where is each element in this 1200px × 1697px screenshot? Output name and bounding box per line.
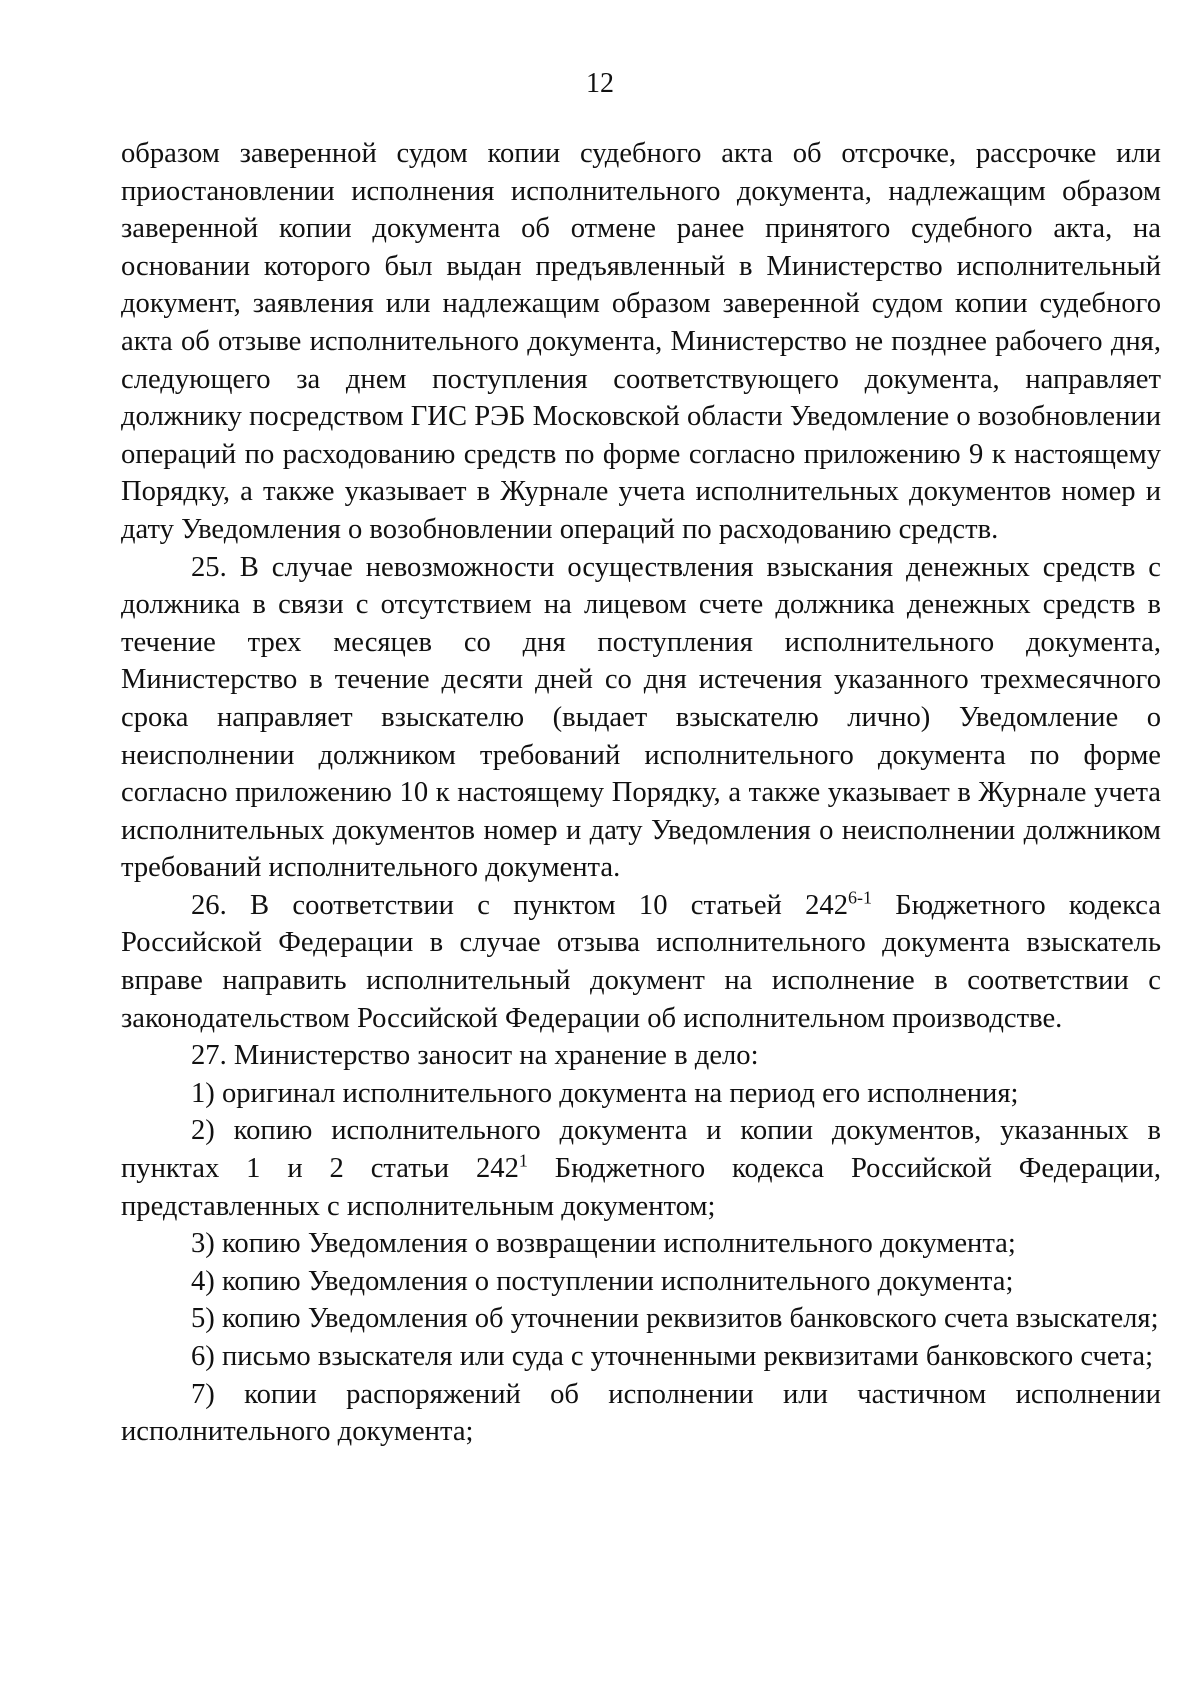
paragraph-26 bbox=[121, 887, 1161, 1037]
list-item-2-text-before: 2) копию исполнительного документа и копии документов, указанных в пунктах 1 и 2 статьи 242 bbox=[121, 1115, 1161, 1185]
list-item-2 bbox=[121, 1112, 1161, 1225]
paragraph-25: 25. В случае невозможности осуществления взыскания денежных средств с должника в связи с отсутствием на лицевом счете должника денежных средств в течение трех месяцев со дня поступления исполнительного документа, Министерство в течение десяти дней со дня истечения указанного трехмесячного срока направляет взыскателю (выдает взыскателю лично) Уведомление о неисполнении должником требований исполнительного документа по форме согласно приложению 10 к настоящему Порядку, а также указывает в Журнале учета исполнительных документов номер и дату Уведомления о неисполнении должником требований исполнительного документа. bbox=[121, 551, 1161, 884]
list-item-6: 6) письмо взыскателя или суда с уточненными реквизитами банковского счета; bbox=[191, 1341, 1154, 1372]
list-item-3: 3) копию Уведомления о возвращении исполнительного документа; bbox=[191, 1228, 1016, 1260]
list-item-7: 7) копии распоряжений об исполнении или частичном исполнении исполнительного документа; bbox=[121, 1378, 1161, 1448]
paragraph-26-superscript: 6-1 bbox=[848, 887, 872, 908]
list-item-2-text-after: Бюджетного кодекса Российской Федерации, представленных с исполнительным документом; bbox=[121, 1153, 1161, 1222]
list-item-5: 5) копию Уведомления об уточнении реквизитов банковского счета взыскателя; bbox=[191, 1303, 1159, 1335]
paragraph-26-text-after: Бюджетного кодекса Российской Федерации в случае отзыва исполнительного документа взыскатель вправе направить исполнительный документ на исполнение в соответствии с законодательством Российской Федерации об исполнительном производстве. bbox=[121, 889, 1161, 1034]
paragraph-26-text-before: 26. В соответствии с пунктом 10 статьей 242 bbox=[191, 889, 848, 921]
page-number: 12 bbox=[586, 68, 614, 99]
document-body bbox=[121, 135, 1161, 1451]
list-item-4: 4) копию Уведомления о поступлении исполнительного документа; bbox=[191, 1265, 1014, 1297]
paragraph-continuation: образом заверенной судом копии судебного акта об отсрочке, рассрочке или приостановлении исполнения исполнительного документа, надлежащим образом заверенной копии документа об отмене ранее принятого судебного акта, на основании которого был выдан предъявленный в Министерство исполнительный документ, заявления или надлежащим образом заверенной судом копии судебного акта об отзыве исполнительного документа, Министерство не позднее рабочего дня, следующего за днем поступления соответствующего документа, направляет должнику посредством ГИС РЭБ Московской области Уведомление о возобновлении операций по расходованию средств по форме согласно приложению 9 к настоящему Порядку, а также указывает в Журнале учета исполнительных документов номер и дату Уведомления о возобновлении операций по расходованию средств. bbox=[121, 138, 1161, 545]
list-item-2-superscript: 1 bbox=[518, 1150, 528, 1171]
list-item-1: 1) оригинал исполнительного документа на период его исполнения; bbox=[191, 1077, 1019, 1109]
paragraph-27: 27. Министерство заносит на хранение в дело: bbox=[191, 1040, 759, 1072]
